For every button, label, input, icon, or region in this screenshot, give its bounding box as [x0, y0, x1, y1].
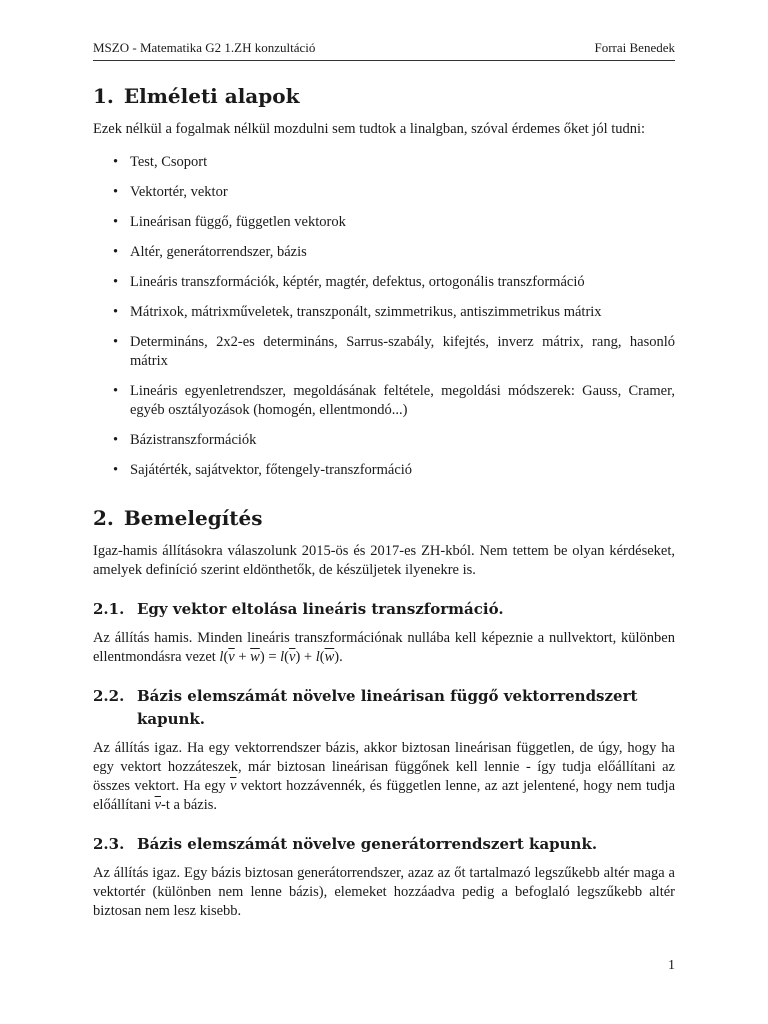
bullet-icon: • [113, 432, 119, 448]
bullet-icon: • [113, 214, 119, 230]
subsection-text: Az állítás igaz. Egy bázis biztosan generátorrendszer, azaz az őt tartalmazó legszűkebb altér maga a vektortér (különben nem lenne bázis), elemeket hozzáadva pedig a befoglaló legszűkebb altér biztosan nem lesz kisebb. [93, 865, 675, 919]
subsection-title: Egy vektor eltolása lineáris transzformáció. [137, 600, 504, 618]
section-number: 1. [93, 84, 114, 108]
list-item: • Determináns, 2x2-es determináns, Sarrus-szabály, kifejtés, inverz mátrix, rang, hasonló mátrix [113, 334, 675, 369]
page-content [93, 84, 675, 921]
subsection-number: 2.2. [93, 687, 125, 705]
header-left: MSZO - Matematika G2 1.ZH konzultáció [93, 40, 316, 55]
section-intro: Ezek nélkül a fogalmak nélkül mozdulni sem tudtok a linalgban, szóval érdemes őket jól tudni: [93, 121, 646, 137]
bullet-icon: • [113, 383, 119, 399]
page-header [93, 40, 675, 61]
bullet-icon: • [113, 184, 119, 200]
subsection-text: Az állítás hamis. Minden lineáris transzformációnak nullába kell képeznie a nullvektort, különben ellentmondásra vezet $l(\overline{v} + \overline{w}) = l(\overline{v}) + l(\overline{w})$. [93, 630, 675, 665]
list-item: • Lineáris transzformációk, képtér, magtér, defektus, ortogonális transzformáció [113, 274, 585, 290]
section-title: Bemelegítés [123, 506, 263, 530]
bullet-icon: • [113, 304, 119, 320]
section-heading-2 [93, 506, 675, 530]
list-item: • Sajátérték, sajátvektor, főtengely-transzformáció [113, 462, 413, 478]
subsection-title: Bázis elemszámát növelve generátorrendszert kapunk. [137, 835, 598, 853]
bullet-icon: • [113, 462, 119, 478]
subsection-text: Az állítás igaz. Ha egy vektorrendszer bázis, akkor biztosan lineárisan független, de úgy, hogy ha egy vektort hozzáteszek, már biztosan lineárisan függőnek kell lennie - így tudja előállítani az összes vektort. Ha egy $\overline{v}$ vektort hozzávennék, és független lenne, az azt jelentené, hogy nem tudja előállítani $\overline{v}-t$ a bázis. [93, 740, 676, 813]
list-item: • Bázistranszformációk [113, 432, 257, 448]
subsection-number: 2.3. [93, 835, 125, 853]
bullet-icon: • [113, 244, 119, 260]
subsection-title: Bázis elemszámát növelve lineárisan függő vektorrendszert kapunk. [137, 687, 638, 728]
section-heading-1 [93, 84, 675, 108]
subsection-heading-2-2 [93, 685, 675, 731]
section-intro: Igaz-hamis állításokra válaszolunk 2015-ös és 2017-es ZH-kból. Nem tettem be olyan kérdéseket, amelyek definíció szerint eldönthetők, de készüljetek ilyenekre is. [93, 543, 675, 578]
subsection-heading-2-1 [93, 598, 675, 621]
linearity-formula: $l(\overline{v} + \overline{w}) = l(\overline{v}) + l(\overline{w})$. [219, 649, 343, 665]
section-number: 2. [93, 506, 114, 530]
list-item: • Lineárisan függő, független vektorok [113, 214, 346, 230]
list-item: • Vektortér, vektor [113, 184, 228, 200]
bullet-icon: • [113, 274, 119, 290]
bullet-icon: • [113, 154, 119, 170]
header-right: Forrai Benedek [594, 40, 675, 55]
subsection-number: 2.1. [93, 600, 125, 618]
section-title: Elméleti alapok [123, 84, 300, 108]
list-item: • Lineáris egyenletrendszer, megoldásának feltétele, megoldási módszerek: Gauss, Cramer, egyéb osztályozások (homogén, ellentmondó...) [113, 383, 675, 418]
list-item: • Altér, generátorrendszer, bázis [113, 244, 307, 260]
topic-list [93, 153, 675, 480]
bullet-icon: • [113, 334, 119, 350]
page-number: 1 [668, 958, 675, 973]
subsection-heading-2-3 [93, 833, 675, 856]
list-item: • Mátrixok, mátrixműveletek, transzponált, szimmetrikus, antiszimmetrikus mátrix [113, 304, 602, 320]
list-item: • Test, Csoport [113, 154, 208, 170]
